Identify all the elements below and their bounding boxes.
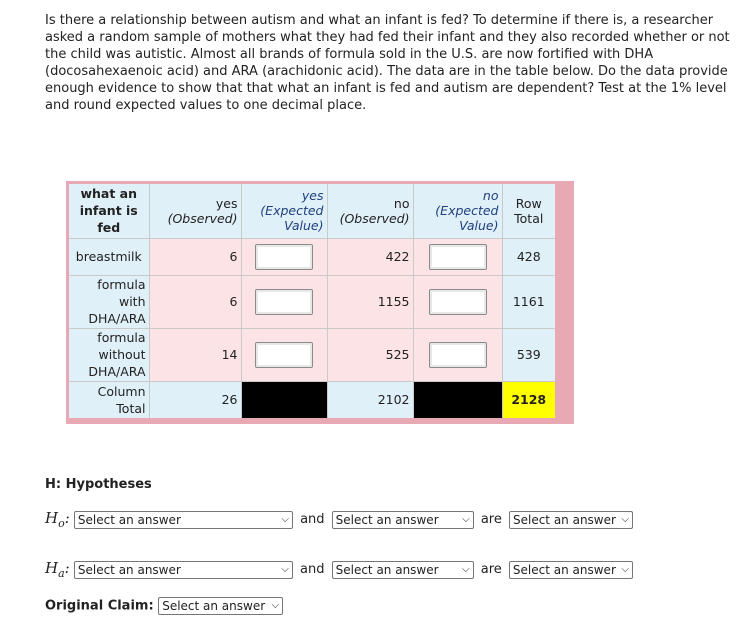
ha-label (45, 559, 70, 580)
cell-row-total: 1161 (502, 275, 555, 328)
cell-yes-observed: 14 (149, 328, 241, 381)
header-yes-observed (149, 184, 241, 238)
h0-subscript: o (58, 517, 65, 530)
h0-label (45, 509, 70, 530)
row-label-line: Column (97, 383, 146, 399)
cell-yes-expected (241, 238, 327, 275)
h0-colon: : (64, 509, 70, 527)
question-text: Is there a relationship between autism and what an infant is fed? To determine if there is, a researcher asked a random sample of mothers what they had fed their infant and they also recorded whether or not the child was autistic. Almost all brands of formula sold in the U.S. are now fortified with DHA (docosahexaenoic acid) and ARA (arachidonic acid). The data are in the table below. Do the data provide enough evidence to show that that what an infant is fed and autism are dependent? Test at the 1% level and round expected values to one decimal place. (45, 13, 730, 113)
ha-subscript: a (58, 567, 65, 580)
expected-no-input[interactable] (429, 342, 487, 368)
select-text: Select an answer (162, 599, 266, 613)
header-line: no (393, 195, 410, 211)
chevron-down-icon: ⌵ (462, 513, 470, 525)
header-yes-expected (241, 184, 327, 238)
cell-no-expected (413, 238, 502, 275)
header-row-total (502, 184, 555, 238)
cell-no-observed: 1155 (327, 275, 413, 328)
original-claim-row (45, 597, 283, 615)
expected-yes-input[interactable] (255, 244, 313, 270)
chevron-down-icon: ⌵ (281, 563, 289, 575)
select-text: Select an answer (512, 562, 616, 577)
row-label-line: breastmilk (75, 249, 142, 264)
expected-yes-input[interactable] (255, 289, 313, 315)
chevron-down-icon: ⌵ (462, 563, 470, 575)
table-row (69, 328, 555, 381)
row-label-line: with (118, 294, 146, 309)
cell-yes-expected (241, 275, 327, 328)
row-label-line: DHA/ARA (88, 364, 146, 379)
select-text: Select an answer (77, 562, 181, 577)
alternative-hypothesis-row (45, 559, 633, 580)
h0-letter: H (45, 509, 59, 527)
select-text: Select an answer (77, 512, 181, 527)
chevron-down-icon: ⌵ (621, 563, 629, 575)
header-line: what an (80, 186, 138, 202)
select-text: Select an answer (512, 512, 616, 527)
row-label-line: formula (97, 277, 146, 292)
select-text: Select an answer (335, 512, 439, 527)
cell-grand-total: 2128 (502, 381, 555, 418)
contingency-table (69, 184, 555, 418)
ha-colon: : (64, 559, 70, 577)
cell-no-expected (413, 328, 502, 381)
and-text: and (300, 512, 325, 527)
original-claim-label: Original Claim: (45, 598, 154, 614)
header-line: fed (97, 220, 121, 236)
expected-yes-input[interactable] (255, 342, 313, 368)
row-label-line: formula (97, 330, 146, 345)
chevron-down-icon: ⌵ (621, 513, 629, 525)
cell-no-observed: 422 (327, 238, 413, 275)
row-label-formula-with (69, 275, 149, 328)
header-line: Row (515, 195, 542, 211)
cell-yes-expected (241, 328, 327, 381)
chevron-down-icon: ⌵ (271, 600, 280, 611)
ha-second-variable-select[interactable] (332, 561, 474, 579)
cell-yes-column-total: 26 (149, 381, 241, 418)
blacked-out-cell (413, 381, 502, 418)
header-line: Value) (284, 218, 324, 234)
header-line: yes (215, 195, 238, 211)
are-text: are (480, 562, 502, 577)
blacked-out-cell (241, 381, 327, 418)
ha-letter: H (45, 559, 59, 577)
row-label-column-total (69, 381, 149, 418)
h0-second-variable-select[interactable] (332, 511, 474, 529)
header-line: (Expected (435, 203, 499, 219)
header-line: (Expected (260, 203, 324, 219)
header-what-fed (69, 184, 149, 238)
are-text: are (480, 512, 502, 527)
original-claim-select[interactable] (158, 597, 283, 615)
chevron-down-icon: ⌵ (281, 513, 289, 525)
header-line: Total (514, 210, 544, 226)
h0-relation-select[interactable] (509, 511, 633, 529)
table-row (69, 238, 555, 275)
row-label-breastmilk (69, 238, 149, 275)
cell-yes-observed: 6 (149, 275, 241, 328)
table-row-column-total (69, 381, 555, 418)
header-line: yes (301, 188, 324, 204)
header-line: (Observed) (167, 210, 238, 226)
row-label-formula-without (69, 328, 149, 381)
header-line: no (482, 188, 499, 204)
expected-no-input[interactable] (429, 244, 487, 270)
header-line: Value) (459, 218, 499, 234)
header-no-expected (413, 184, 502, 238)
h0-variable-select[interactable] (74, 511, 293, 529)
ha-relation-select[interactable] (509, 561, 633, 579)
cell-row-total: 539 (502, 328, 555, 381)
cell-no-expected (413, 275, 502, 328)
cell-row-total: 428 (502, 238, 555, 275)
header-line: (Observed) (339, 210, 410, 226)
ha-variable-select[interactable] (74, 561, 293, 579)
cell-no-column-total: 2102 (327, 381, 413, 418)
hypotheses-title: H: Hypotheses (45, 477, 152, 492)
cell-no-observed: 525 (327, 328, 413, 381)
cell-yes-observed: 6 (149, 238, 241, 275)
select-text: Select an answer (335, 562, 439, 577)
row-label-line: DHA/ARA (88, 311, 146, 326)
row-label-line: without (98, 347, 146, 362)
table-row (69, 275, 555, 328)
row-label-line: Total (116, 400, 146, 416)
and-text: and (300, 562, 325, 577)
header-no-observed (327, 184, 413, 238)
contingency-table-frame (66, 181, 574, 424)
expected-no-input[interactable] (429, 289, 487, 315)
null-hypothesis-row (45, 509, 633, 530)
header-line: infant is (79, 203, 138, 219)
